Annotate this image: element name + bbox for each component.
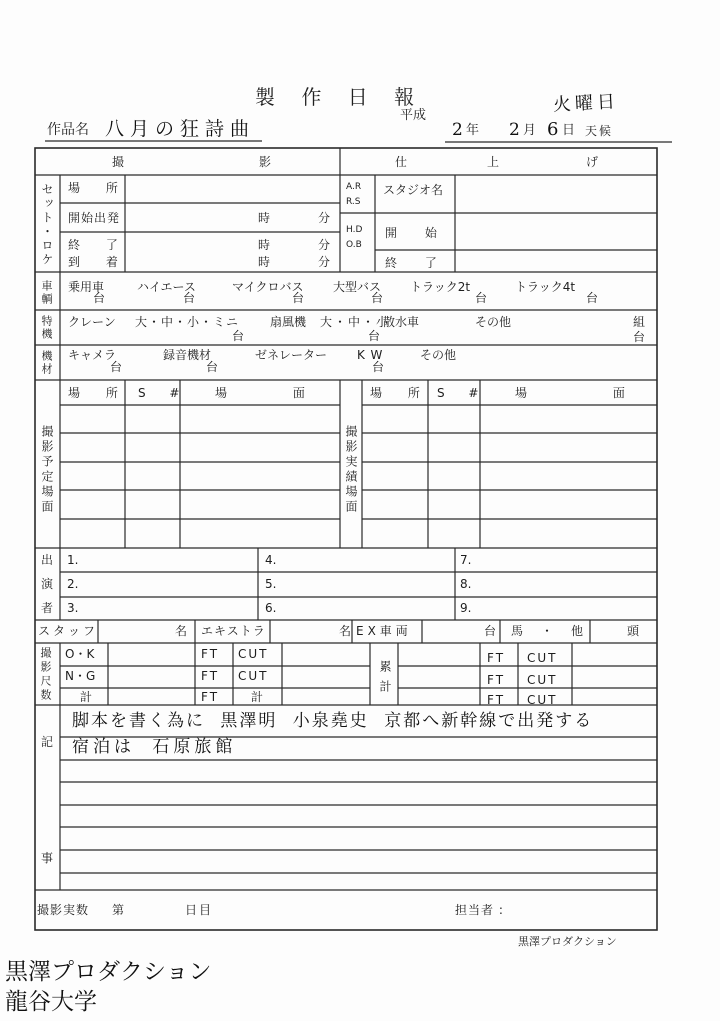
planned-scenes-label: 撮影予定場面 <box>40 425 54 515</box>
date-day-unit: 日 <box>562 123 576 138</box>
actual-scenes-label: 撮影実績場面 <box>344 425 358 515</box>
header-shooting-1: 撮 <box>112 155 125 169</box>
cast-number: 5. <box>265 577 277 591</box>
cast-number: 3. <box>67 601 79 615</box>
cut-label: CUT <box>238 669 269 683</box>
vehicle-truck-4t: トラック4t <box>515 280 576 294</box>
set-unit-label: 組 <box>633 315 646 329</box>
cast-number: 4. <box>265 553 277 567</box>
work-title: 八月の狂詩曲 <box>105 118 256 140</box>
studio-end-label: 終 了 <box>385 256 449 270</box>
cast-number: 1. <box>67 553 79 567</box>
crane-sizes: 大・中・小・ミニ <box>135 315 240 329</box>
hour-label: 時 <box>258 211 271 225</box>
ob-label: O.B <box>346 240 362 250</box>
total-label: 計 <box>251 690 264 704</box>
company-name: 黒澤プロダクション <box>518 935 617 948</box>
special-equipment-label: 特機 <box>40 315 53 341</box>
sprinkler-truck-label: 散水車 <box>383 315 420 329</box>
planned-scene-no-header: S # <box>138 386 190 400</box>
camera-label: キャメラ <box>68 348 117 362</box>
cut-label: CUT <box>238 647 269 661</box>
date-day: 6 <box>547 119 559 140</box>
vehicles-label: 車輌 <box>40 280 53 306</box>
hour-label: 時 <box>258 255 271 269</box>
era-label: 平成 <box>400 108 427 123</box>
work-label: 作品名 <box>47 122 89 138</box>
cast-number: 2. <box>67 577 79 591</box>
cast-number: 7. <box>460 553 472 567</box>
vehicle-sedan: 乗用車 <box>68 280 105 294</box>
notes-line: 脚本を書く為に 黒澤明 小泉堯史 京都へ新幹線で出発する <box>72 711 594 731</box>
vehicle-hiace: ハイエース <box>137 280 196 294</box>
minute-label: 分 <box>318 255 331 269</box>
shoot-days-suffix: 日目 <box>185 903 214 917</box>
set-location-label: セット・ロケ <box>40 183 54 267</box>
head-unit: 頭 <box>627 624 640 638</box>
cast-label-3: 者 <box>41 601 54 615</box>
vehicle-large-bus: 大型バス <box>333 280 382 294</box>
rs-label: R.S <box>346 197 361 207</box>
cumulative-label: 累計 <box>378 660 392 700</box>
ft-label: FT <box>487 673 506 687</box>
other-label: その他 <box>475 315 512 329</box>
special-unit-label: 台 <box>633 330 646 344</box>
ng-label: N・G <box>65 669 96 683</box>
ft-label: FT <box>487 651 506 665</box>
header-shooting-2: 影 <box>259 155 272 169</box>
ft-label: FT <box>201 690 220 704</box>
ar-label: A.R <box>346 182 362 192</box>
cast-label-2: 演 <box>41 577 54 591</box>
notes-label-1: 記 <box>41 735 54 749</box>
horses-other-label: 馬・他 <box>511 624 602 638</box>
planned-place-header: 場 所 <box>68 386 129 400</box>
equipment-other-label: その他 <box>420 348 457 362</box>
planned-scene-header: 場 面 <box>215 386 336 400</box>
header-finishing-3: げ <box>586 155 599 169</box>
cast-label-1: 出 <box>41 553 54 567</box>
ex-vehicle-label: EX車両 <box>356 624 412 638</box>
total-label: 計 <box>80 690 93 704</box>
vehicle-unit: 台 <box>475 291 488 305</box>
person-in-charge-label: 担当者 : <box>455 903 504 917</box>
staff-label: スタッフ <box>38 624 99 638</box>
notes-line: 宿泊は 石原旅館 <box>72 737 237 757</box>
cut-label: CUT <box>527 673 558 687</box>
fan-sizes: 大・中・小 <box>320 315 391 329</box>
header-finishing-1: 仕 <box>395 155 408 169</box>
fan-label: 扇風機 <box>270 315 307 329</box>
document-title: 製 作 日 報 <box>255 85 425 109</box>
sound-equipment-label: 録音機材 <box>163 348 212 362</box>
crane-unit: 台 <box>232 329 245 343</box>
hour-label: 時 <box>258 238 271 252</box>
cut-label: CUT <box>527 693 558 707</box>
ok-label: O・K <box>65 647 95 661</box>
weekday-handwritten: 火曜日 <box>552 91 620 116</box>
camera-unit: 台 <box>110 360 123 374</box>
generator-label: ゼネレーター <box>255 348 328 362</box>
vehicle-unit: 台 <box>292 291 305 305</box>
cut-label: CUT <box>527 651 558 665</box>
staff-people-unit: 名 <box>175 624 188 638</box>
cast-number: 6. <box>265 601 277 615</box>
ft-label: FT <box>201 669 220 683</box>
vehicle-unit: 台 <box>93 291 106 305</box>
header-finishing-2: 上 <box>487 155 500 169</box>
watermark-university: 龍谷大学 <box>5 989 97 1015</box>
shoot-days-label: 撮影実数 <box>37 903 90 917</box>
cast-number: 9. <box>460 601 472 615</box>
arrival-label: 到 着 <box>68 255 129 269</box>
place-label: 場 所 <box>68 181 129 195</box>
cast-number: 8. <box>460 577 472 591</box>
kw-label: KW <box>357 348 389 362</box>
vehicle-unit: 台 <box>586 291 599 305</box>
vehicle-unit: 台 <box>183 291 196 305</box>
footage-label: 撮影尺数 <box>39 647 52 703</box>
studio-start-label: 開 始 <box>385 226 449 240</box>
vehicle-truck-2t: トラック2t <box>410 280 471 294</box>
generator-unit: 台 <box>372 360 385 374</box>
minute-label: 分 <box>318 211 331 225</box>
date-month: 2 <box>509 120 520 140</box>
ex-vehicle-unit: 台 <box>484 624 497 638</box>
date-month-unit: 月 <box>523 123 537 138</box>
actual-scene-header: 場 面 <box>515 386 666 400</box>
actual-place-header: 場 所 <box>370 386 431 400</box>
notes-label-2: 事 <box>41 851 54 865</box>
extras-label: エキストラ <box>201 624 266 638</box>
extras-people-unit: 名 <box>339 624 352 638</box>
actual-scene-no-header: S # <box>437 386 489 400</box>
studio-name-label: スタジオ名 <box>383 183 444 197</box>
weather-label: 天候 <box>585 124 614 138</box>
date-year: 2 <box>452 120 463 140</box>
date-year-unit: 年 <box>466 123 480 138</box>
shoot-days-ordinal: 第 <box>112 903 125 917</box>
equipment-label: 機材 <box>40 350 53 376</box>
fan-unit: 台 <box>368 329 381 343</box>
vehicle-microbus: マイクロバス <box>232 280 304 294</box>
crane-label: クレーン <box>68 315 116 329</box>
hd-label: H.D <box>346 225 363 235</box>
end-label: 終 了 <box>68 238 129 252</box>
minute-label: 分 <box>318 238 331 252</box>
ft-label: FT <box>201 647 220 661</box>
ft-label: FT <box>487 693 506 707</box>
watermark-company: 黒澤プロダクション <box>5 959 212 985</box>
sound-unit: 台 <box>206 360 219 374</box>
start-departure-label: 開始出発 <box>68 211 121 225</box>
vehicle-unit: 台 <box>371 291 384 305</box>
